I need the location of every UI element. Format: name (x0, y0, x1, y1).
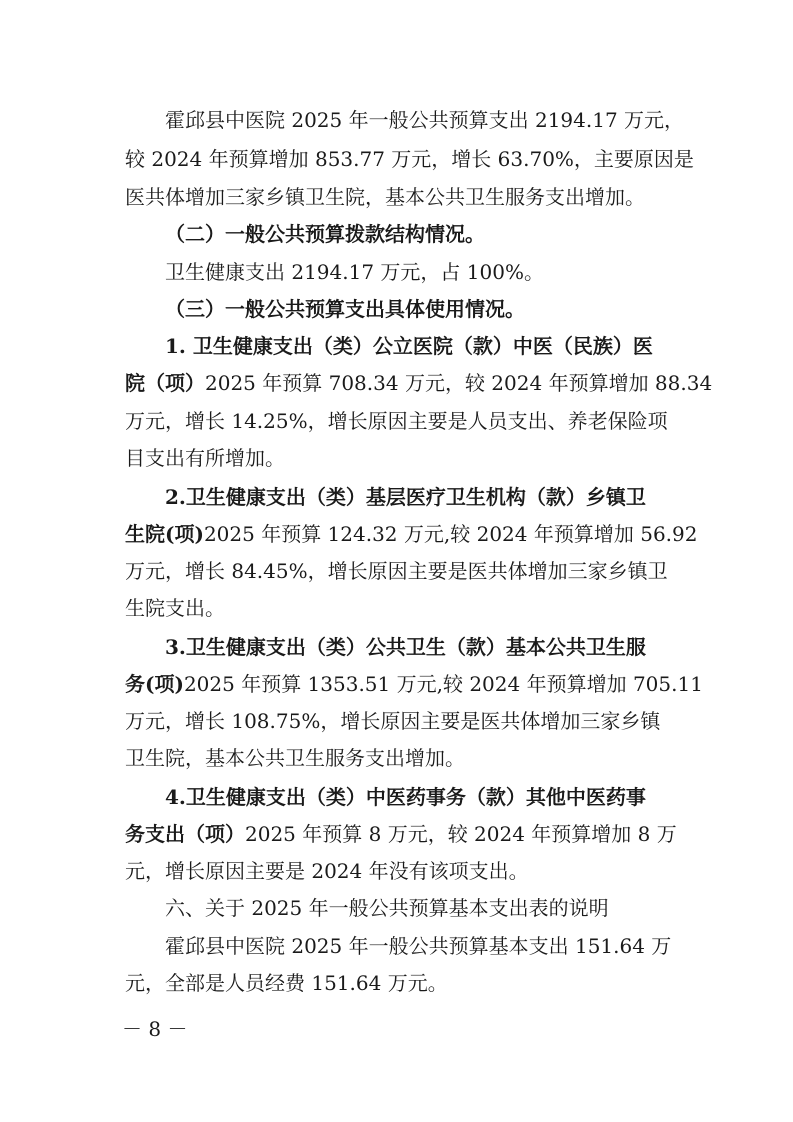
paragraph-line (0, 819, 793, 849)
paragraph-line: 医共体增加三家乡镇卫生院，基本公共卫生服务支出增加。 (125, 185, 645, 209)
paragraph-line: 万元，增长 108.75%，增长原因主要是医共体增加三家乡镇 (125, 709, 661, 733)
paragraph-text: 2025 年预算 708.34 万元，较 2024 年预算增加 88.34 (205, 371, 713, 395)
paragraph-line: 卫生健康支出 2194.17 万元，占 100%。 (165, 260, 544, 284)
paragraph-line: 生院支出。 (125, 596, 225, 620)
paragraph-text: 2025 年预算 1353.51 万元,较 2024 年预算增加 705.11 (183, 672, 703, 696)
paragraph-line (0, 368, 793, 398)
paragraph-line: 万元，增长 84.45%，增长原因主要是医共体增加三家乡镇卫 (125, 559, 668, 583)
paragraph-line: 元，增长原因主要是 2024 年没有该项支出。 (125, 859, 529, 883)
paragraph-line: 万元，增长 14.25%，增长原因主要是人员支出、养老保险项 (125, 409, 668, 433)
paragraph-text: 2025 年预算 8 万元，较 2024 年预算增加 8 万 (245, 822, 677, 846)
section-heading: （三）一般公共预算支出具体使用情况。 (165, 297, 525, 321)
item-heading: 3.卫生健康支出（类）公共卫生（款）基本公共卫生服 (165, 635, 646, 659)
item-heading-tail: 院（项） (125, 371, 205, 395)
item-heading-tail: 务支出（项） (125, 822, 245, 846)
item-heading: 4.卫生健康支出（类）中医药事务（款）其他中医药事 (165, 785, 646, 809)
paragraph-line: 卫生院，基本公共卫生服务支出增加。 (125, 746, 465, 770)
item-heading-tail: 生院(项) (125, 522, 204, 546)
section-heading: （二）一般公共预算拨款结构情况。 (165, 222, 485, 246)
item-heading-tail: 务(项) (125, 672, 184, 696)
paragraph-line (0, 669, 793, 699)
paragraph-line: 目支出有所增加。 (125, 446, 285, 470)
paragraph-line: 霍邱县中医院 2025 年一般公共预算基本支出 151.64 万 (165, 934, 672, 958)
section-heading: 六、关于 2025 年一般公共预算基本支出表的说明 (165, 896, 609, 920)
paragraph-line: 元，全部是人员经费 151.64 万元。 (125, 971, 448, 995)
paragraph-line: 霍邱县中医院 2025 年一般公共预算支出 2194.17 万元， (165, 108, 685, 132)
page-number: － 8 － (122, 1017, 188, 1041)
item-heading: 1. 卫生健康支出（类）公立医院（款）中医（民族）医 (165, 334, 653, 358)
item-heading: 2.卫生健康支出（类）基层医疗卫生机构（款）乡镇卫 (165, 485, 646, 509)
paragraph-line (0, 519, 793, 549)
paragraph-line: 较 2024 年预算增加 853.77 万元，增长 63.70%，主要原因是 (125, 147, 694, 171)
paragraph-text: 2025 年预算 124.32 万元,较 2024 年预算增加 56.92 (203, 522, 698, 546)
